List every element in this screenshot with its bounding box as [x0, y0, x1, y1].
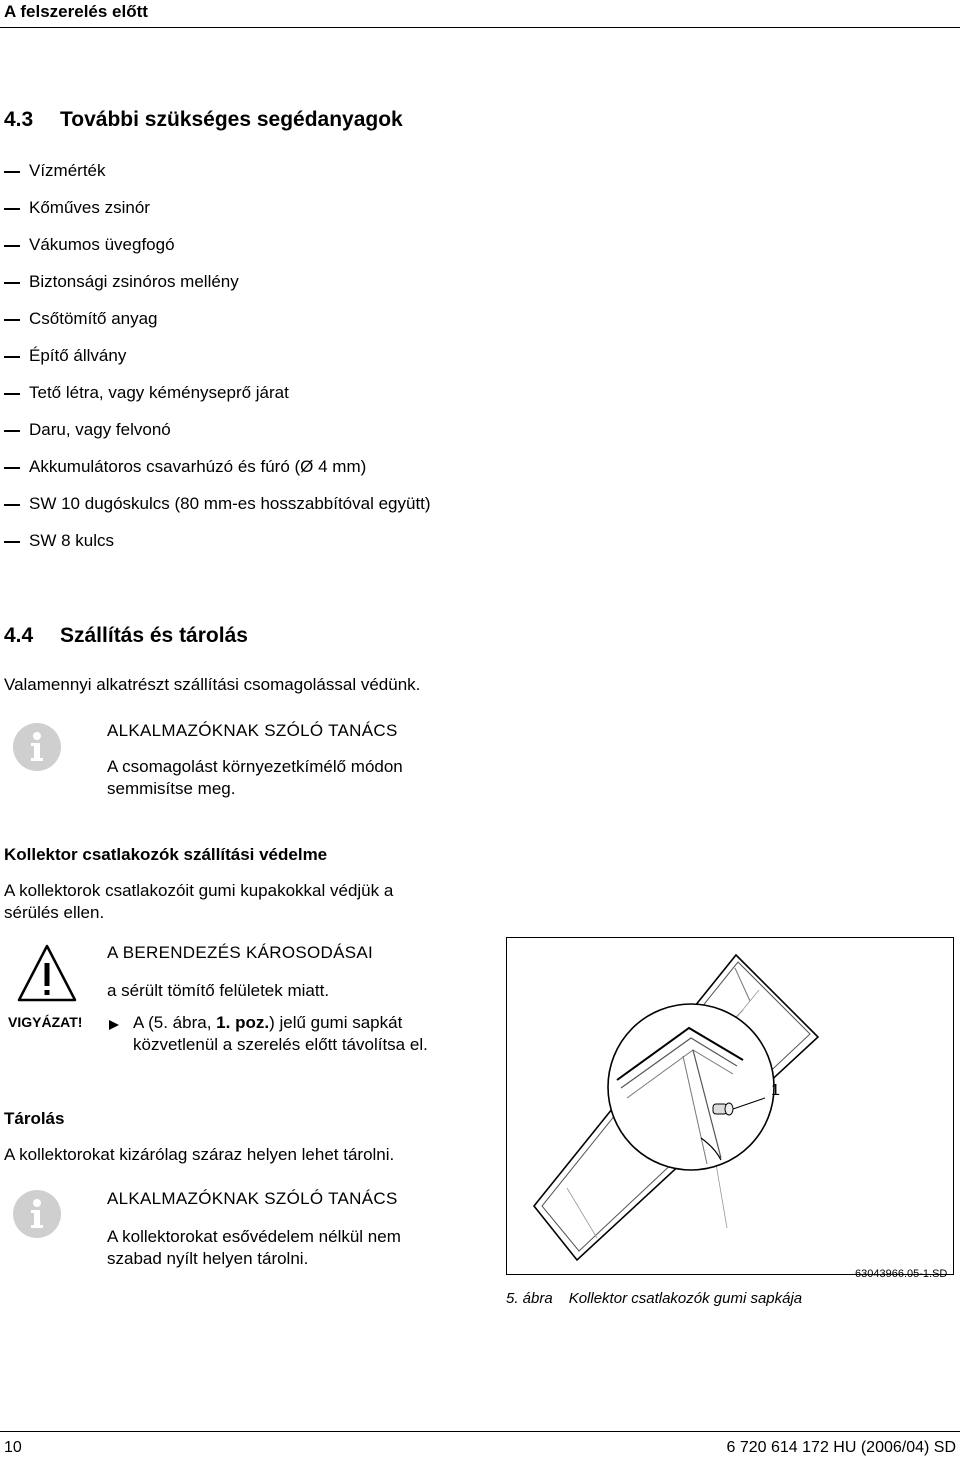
- list-item: Vízmérték: [4, 160, 444, 182]
- warning-step: [133, 1012, 443, 1056]
- section-title: Szállítás és tárolás: [60, 624, 248, 647]
- figure-caption: [506, 1288, 802, 1310]
- figure-frame: [506, 937, 954, 1280]
- note-text: A kollektorokat esővédelem nélkül nem szabad nyílt helyen tárolni.: [107, 1227, 401, 1268]
- section-title: További szükséges segédanyagok: [60, 108, 403, 131]
- list-item: Tető létra, vagy kéményseprő járat: [4, 382, 444, 404]
- intro-text: Valamennyi alkatrészt szállítási csomagolással védünk.: [4, 675, 421, 694]
- subheading: Kollektor csatlakozók szállítási védelme: [4, 845, 328, 864]
- step-prefix: A (5. ábra,: [133, 1013, 217, 1032]
- page-number: 10: [4, 1439, 22, 1456]
- step-suffix: ) jelű gumi sapkát közvetlenül a szerelés előtt távolítsa el.: [133, 1013, 428, 1054]
- footer-rule: [0, 1431, 960, 1432]
- figure-code: 63043966.05-1.SD: [855, 1268, 948, 1280]
- figure-callout: 1: [771, 1082, 780, 1099]
- section-number: 4.3: [4, 108, 34, 131]
- warning-label: VIGYÁZAT!: [8, 1014, 83, 1030]
- list-item: Biztonsági zsinóros mellény: [4, 271, 444, 293]
- header-rule: [0, 27, 960, 28]
- list-item: Daru, vagy felvonó: [4, 419, 444, 441]
- page-header-title: A felszerelés előtt: [4, 2, 148, 21]
- storage-text: A kollektorokat kizárólag száraz helyen lehet tárolni.: [4, 1145, 395, 1164]
- figure-caption-text: Kollektor csatlakozók gumi sapkája: [568, 1290, 803, 1307]
- list-item: SW 8 kulcs: [4, 530, 444, 552]
- note-text: A csomagolást környezetkímélő módon semmisítse meg.: [107, 757, 403, 798]
- tools-list: [4, 160, 444, 567]
- list-item: Akkumulátoros csavarhúzó és fúró (Ø 4 mm): [4, 456, 444, 478]
- figure-number: 5. ábra: [506, 1290, 553, 1307]
- list-item: Csőtömítő anyag: [4, 308, 444, 330]
- list-item: Vákumos üvegfogó: [4, 234, 444, 256]
- document-id: 6 720 614 172 HU (2006/04) SD: [726, 1439, 956, 1456]
- list-item: Építő állvány: [4, 345, 444, 367]
- list-item: Kőműves zsinór: [4, 197, 444, 219]
- warning-title: A BERENDEZÉS KÁROSODÁSAI: [107, 943, 374, 962]
- section-4-4-heading: [4, 624, 248, 648]
- list-item: SW 10 dugóskulcs (80 mm-es hosszabbítóval együtt): [4, 493, 444, 515]
- protection-text: A kollektorok csatlakozóit gumi kupakokkal védjük a sérülés ellen.: [4, 881, 394, 922]
- info-icon: [13, 723, 61, 771]
- step-position: 1. poz.: [216, 1013, 270, 1032]
- warning-triangle-icon: [16, 943, 78, 1008]
- storage-heading: Tárolás: [4, 1109, 65, 1128]
- section-4-3-heading: [4, 108, 403, 132]
- arrow-right-icon: [108, 1018, 120, 1036]
- note-title: ALKALMAZÓKNAK SZÓLÓ TANÁCS: [107, 721, 398, 740]
- section-number: 4.4: [4, 624, 34, 647]
- collector-illustration: [507, 938, 953, 1274]
- note-title: ALKALMAZÓKNAK SZÓLÓ TANÁCS: [107, 1189, 398, 1208]
- info-icon: [13, 1190, 61, 1238]
- warning-text: a sérült tömítő felületek miatt.: [107, 981, 330, 1000]
